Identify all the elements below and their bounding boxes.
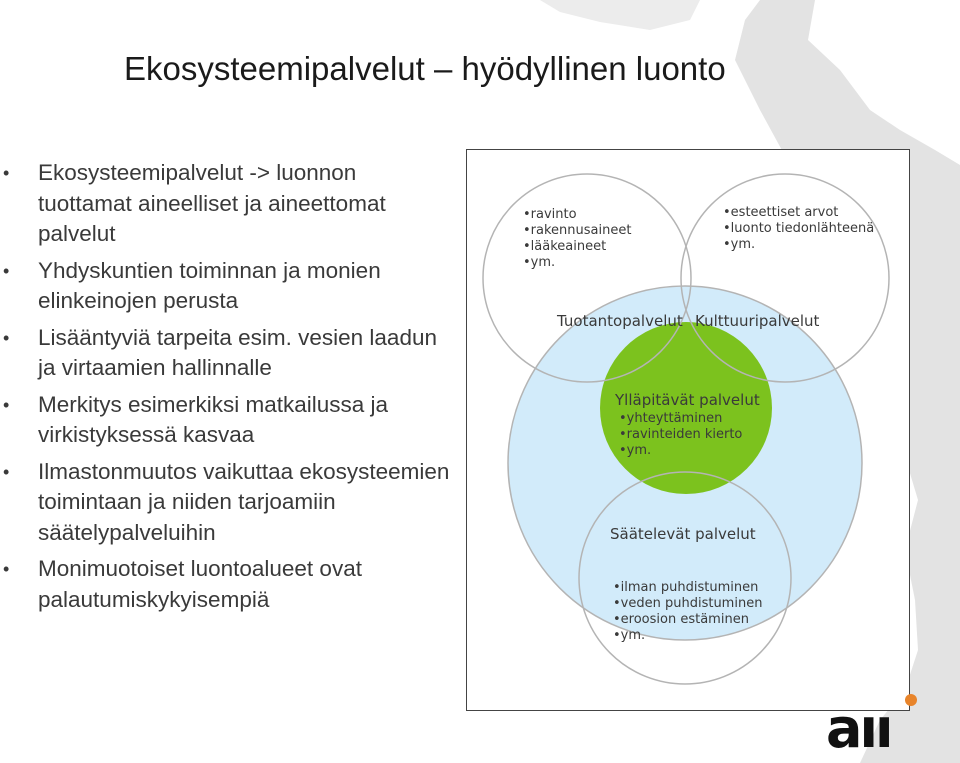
cultural-item: •luonto tiedonlähteenä bbox=[723, 221, 875, 236]
provisioning-item: •rakennusaineet bbox=[523, 223, 632, 238]
regulating-item: •eroosion estäminen bbox=[613, 612, 749, 627]
provisioning-item: •ym. bbox=[523, 255, 556, 270]
provisioning-item: •ravinto bbox=[523, 207, 577, 222]
bullet-item bbox=[0, 554, 450, 615]
bullet-icon: • bbox=[3, 559, 10, 579]
regulating-item: •ilman puhdistuminen bbox=[613, 580, 759, 595]
bullet-item bbox=[0, 323, 450, 384]
supporting-item: •ravinteiden kierto bbox=[619, 427, 743, 442]
bullet-text: Ekosysteemipalvelut -> luonnon tuottamat aineelliset ja aineettomat palvelut bbox=[38, 160, 386, 246]
ecosystem-services-diagram bbox=[466, 149, 910, 711]
supporting-item: •ym. bbox=[619, 443, 652, 458]
bullet-item bbox=[0, 457, 450, 549]
svg-text:aıı: aıı bbox=[826, 697, 891, 750]
venn-diagram bbox=[467, 150, 909, 710]
supporting-label: Ylläpitävät palvelut bbox=[615, 391, 760, 409]
bullet-icon: • bbox=[3, 163, 10, 183]
bullet-text: Merkitys esimerkiksi matkailussa ja virkistyksessä kasvaa bbox=[38, 391, 389, 447]
bullet-list bbox=[0, 158, 450, 621]
cultural-item: •esteettiset arvot bbox=[723, 205, 839, 220]
bullet-item bbox=[0, 390, 450, 451]
bullet-icon: • bbox=[3, 461, 10, 482]
regulating-label: Säätelevät palvelut bbox=[610, 525, 756, 543]
bullet-text: Monimuotoiset luontoalueet ovat palautumiskykyisempiä bbox=[38, 556, 362, 612]
bullet-text: Yhdyskuntien toiminnan ja monien elinkeinojen perusta bbox=[38, 257, 381, 313]
bullet-text: Ilmastonmuutos vaikuttaa ekosysteemien toimintaan ja niiden tarjoamiin säätelypalveluihin bbox=[38, 458, 450, 545]
bullet-icon: • bbox=[3, 394, 10, 415]
bullet-text: Lisääntyviä tarpeita esim. vesien laadun ja virtaamien hallinnalle bbox=[38, 324, 437, 380]
bullet-icon: • bbox=[3, 327, 10, 348]
cultural-label: Kulttuuripalvelut bbox=[695, 312, 820, 330]
bullet-icon: • bbox=[3, 260, 10, 281]
provisioning-label: Tuotantopalvelut bbox=[557, 312, 683, 330]
slide-title: Ekosysteemipalvelut – hyödyllinen luonto bbox=[124, 50, 726, 87]
bullet-item bbox=[0, 256, 450, 317]
regulating-item: •veden puhdistuminen bbox=[613, 596, 763, 611]
logo-icon bbox=[826, 692, 918, 750]
regulating-item: •ym. bbox=[613, 628, 646, 643]
bullet-item bbox=[0, 158, 450, 250]
supporting-item: •yhteyttäminen bbox=[619, 411, 723, 426]
provisioning-item: •lääkeaineet bbox=[523, 239, 607, 254]
cultural-item: •ym. bbox=[723, 237, 756, 252]
